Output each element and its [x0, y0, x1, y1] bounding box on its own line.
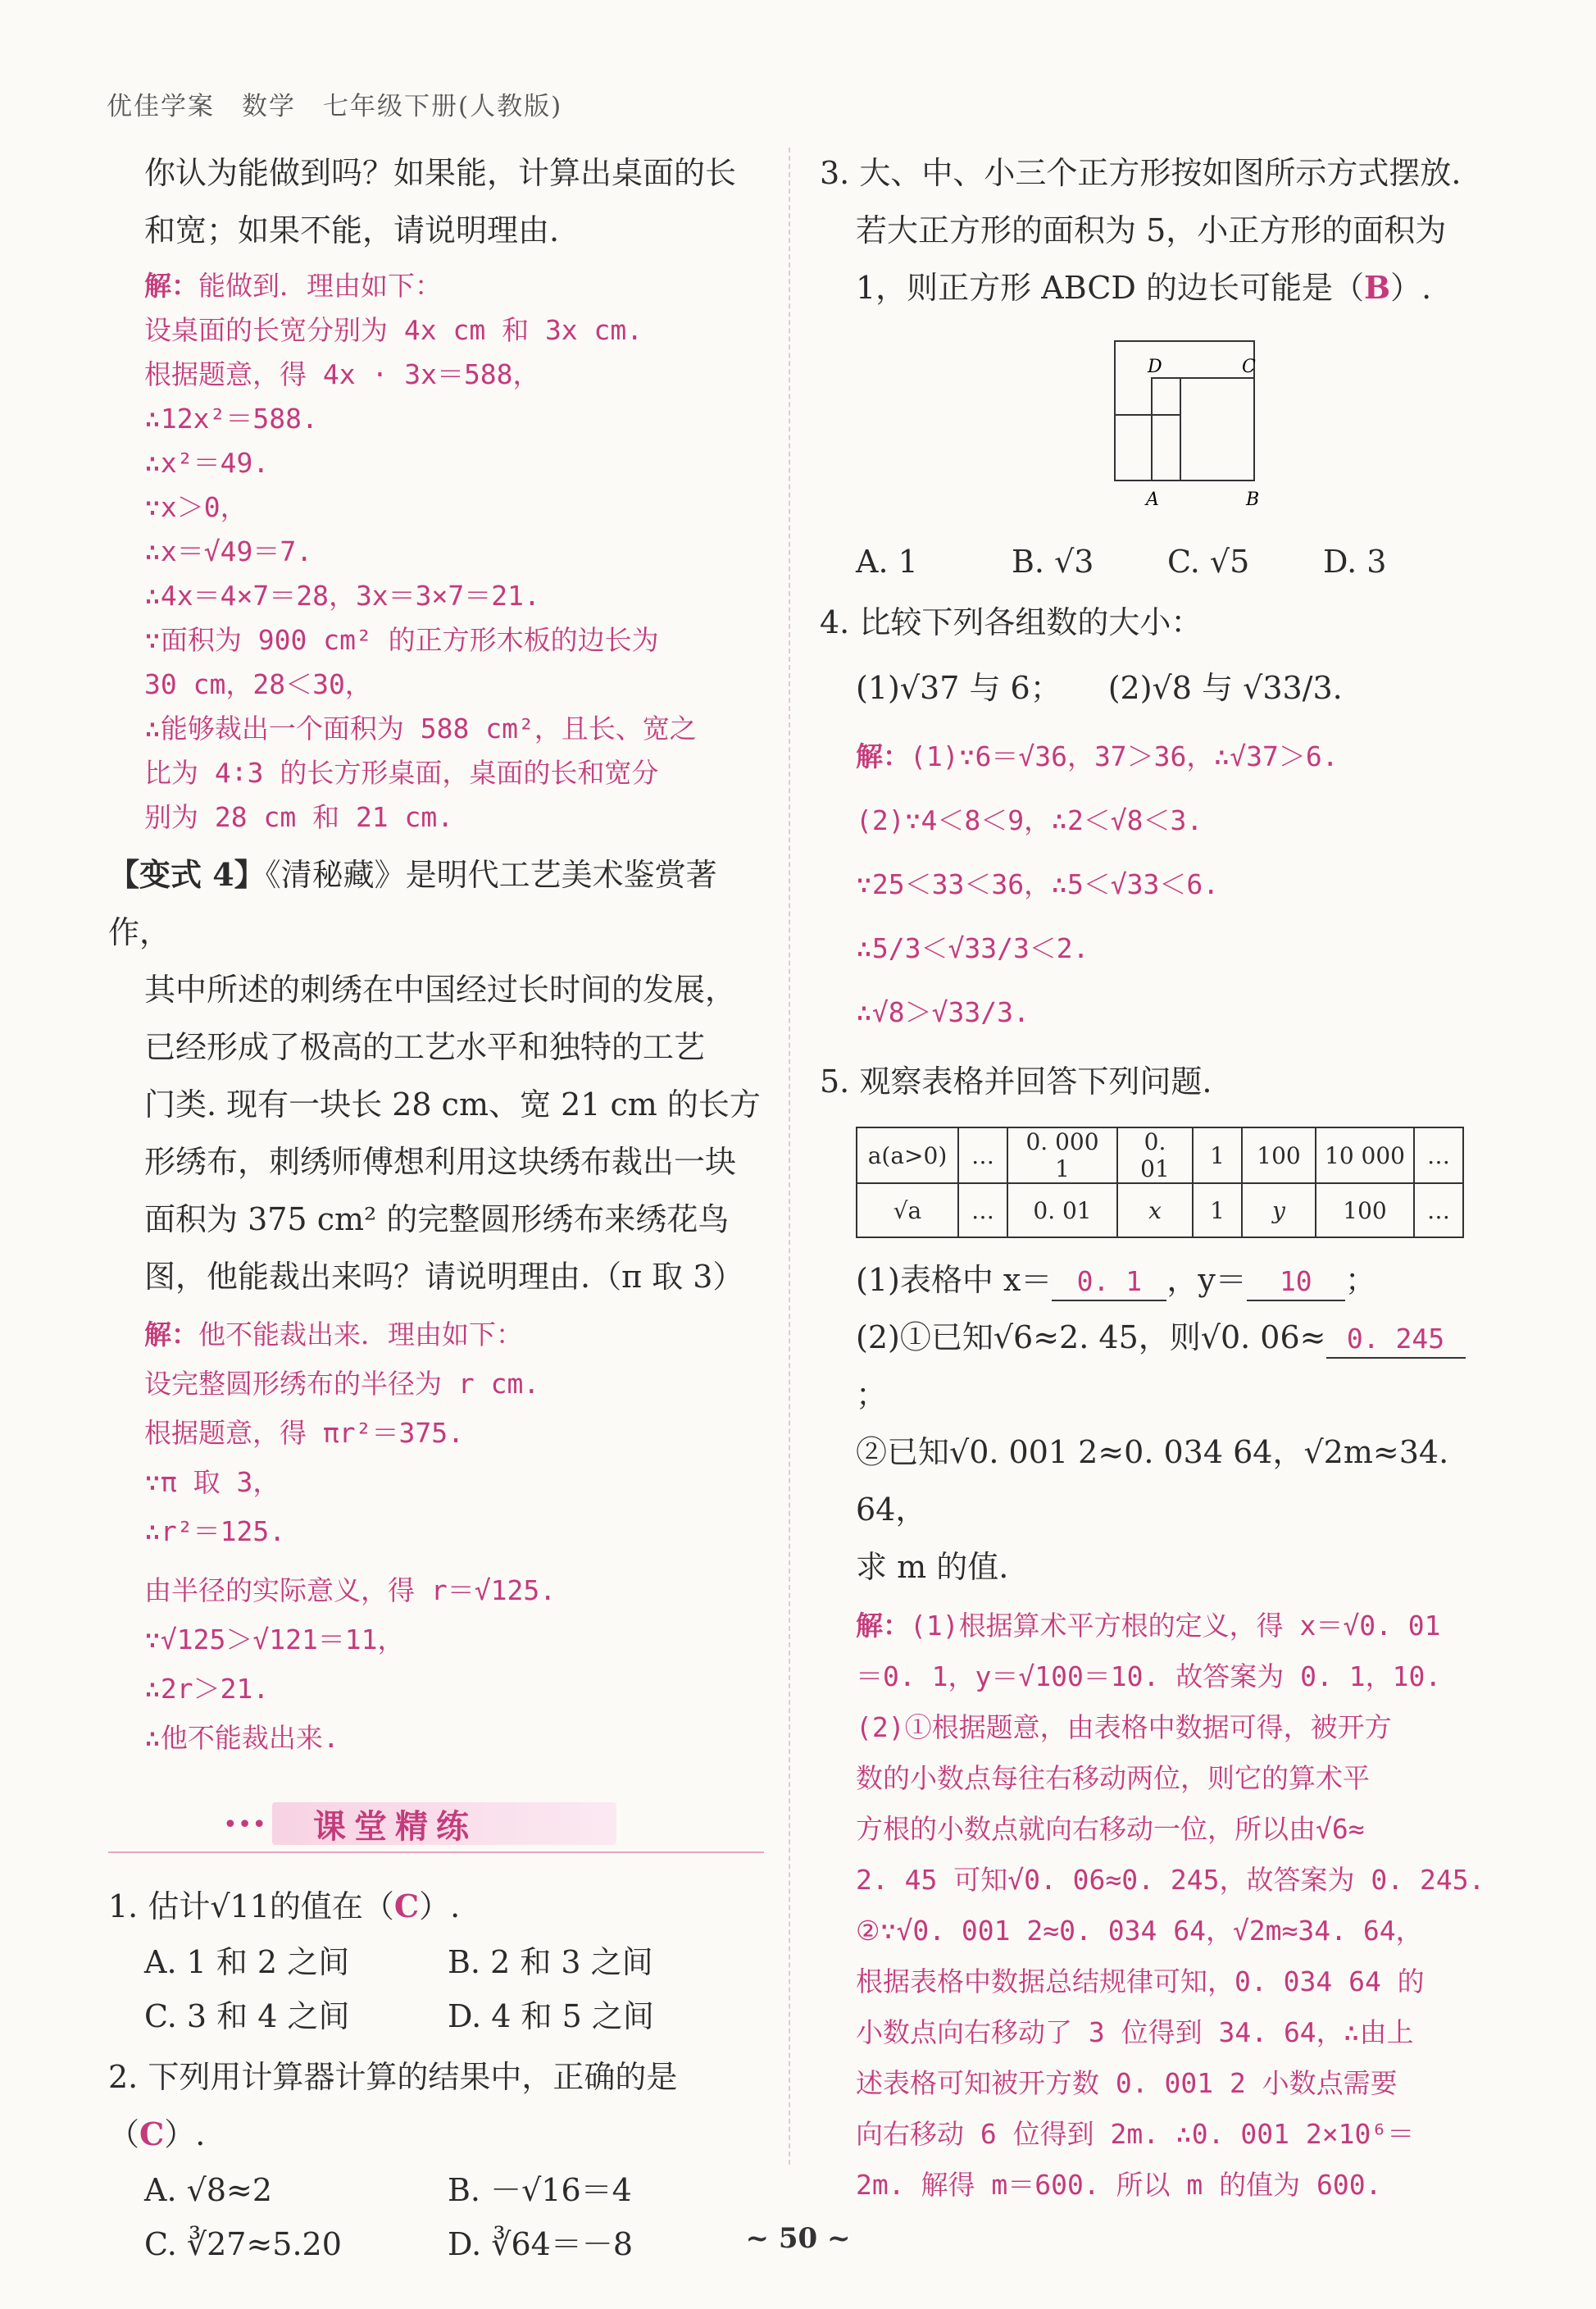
fill-blank-x: 0. 1 — [1052, 1264, 1166, 1301]
answer-block-a — [108, 264, 764, 840]
answer-label: 解： — [144, 1318, 198, 1350]
question-5-part-2: (2)①已知√6≈2. 45，则√0. 06≈ 0. 245； — [820, 1309, 1492, 1423]
table-row — [857, 1127, 1463, 1183]
table-cell: 10 000 — [1316, 1127, 1414, 1183]
variant-4-question — [108, 846, 764, 1305]
variant-line: 其中所述的刺绣在中国经过长时间的发展， — [144, 972, 737, 1008]
option: C. ∛27≈5.20 — [144, 2226, 342, 2262]
table-cell: … — [1414, 1127, 1463, 1183]
answer-block-5 — [820, 1601, 1492, 2211]
table-cell: √a — [857, 1183, 958, 1237]
question-5-part-3: ②已知√0. 001 2≈0. 034 64，√2m≈34. 64， — [856, 1434, 1449, 1528]
answer-mark: C — [139, 2115, 165, 2152]
answer-label: 解： — [856, 740, 910, 772]
answer-mark: C — [393, 1888, 420, 1924]
option: D. 3 — [1323, 544, 1387, 580]
page-number: ~ 50 ~ — [745, 2222, 851, 2255]
table-cell: 100 — [1242, 1127, 1316, 1183]
option: B. －√16＝4 — [448, 2172, 632, 2208]
column-divider — [789, 148, 790, 2165]
table-cell: y — [1242, 1183, 1316, 1237]
answer-line: ∴能够裁出一个面积为 588 cm²，且长、宽之 — [144, 713, 697, 745]
option: A. 1 和 2 之间 — [144, 1944, 350, 1980]
square-root-table — [856, 1127, 1464, 1238]
option: D. ∛64＝－8 — [448, 2226, 634, 2262]
table-cell: 0. 01 — [1117, 1127, 1193, 1183]
table-cell: 0. 01 — [1007, 1183, 1117, 1237]
answer-line: (2)①根据题意，由表格中数据可得，被开方 — [856, 1711, 1392, 1743]
option: B. √3 — [1012, 544, 1094, 580]
small-square — [1115, 415, 1180, 480]
answer-line: ∴√8＞√33/3. — [856, 996, 1030, 1028]
table-cell: … — [958, 1183, 1007, 1237]
right-column — [820, 144, 1492, 2211]
answer-line: 2m. 解得 m＝600. 所以 m 的值为 600. — [856, 2169, 1382, 2201]
option: C. 3 和 4 之间 — [144, 1998, 350, 2034]
table-cell: 100 — [1316, 1183, 1414, 1237]
answer-line: 解：他不能裁出来．理由如下： — [144, 1318, 523, 1350]
question-3-line: 3. 大、中、小三个正方形按如图所示方式摆放. — [820, 155, 1462, 191]
variant-line: 已经形成了极高的工艺水平和独特的工艺 — [144, 1029, 706, 1065]
answer-line: 设完整圆形绣布的半径为 r cm. — [144, 1368, 540, 1400]
three-squares-figure — [1098, 333, 1262, 521]
answer-line: 解：(1)∵6＝√36，37＞36，∴√37＞6. — [856, 740, 1339, 772]
answer-line: ∴x＝√49＝7. — [144, 535, 313, 567]
answer-line: ∵π 取 3， — [144, 1466, 280, 1498]
answer-line: (2)∵4＜8＜9，∴2＜√8＜3. — [856, 804, 1203, 836]
answer-line: ∴r²＝125. — [144, 1515, 286, 1547]
answer-line: 解：能做到．理由如下： — [144, 270, 442, 302]
answer-line: ②∵√0. 001 2≈0. 034 64，√2m≈34. 64， — [856, 1915, 1423, 1947]
table-cell: 0. 000 1 — [1007, 1127, 1117, 1183]
square-abcd — [1152, 378, 1254, 480]
question-5-part-4: 求 m 的值. — [856, 1549, 1009, 1585]
label-b: B — [1246, 490, 1260, 510]
answer-line: 比为 4∶3 的长方形桌面，桌面的长和宽分 — [144, 757, 659, 789]
label-c: C — [1242, 357, 1256, 377]
table-cell: x — [1117, 1183, 1193, 1237]
answer-line: ∵25＜33＜36，∴5＜√33＜6. — [856, 868, 1220, 900]
option: A. 1 — [856, 544, 918, 580]
answer-line: ∵√125＞√121＝11， — [144, 1624, 405, 1655]
table-row — [857, 1183, 1463, 1237]
question-continuation-line: 和宽；如果不能，请说明理由. — [144, 212, 560, 248]
variant-line: 面积为 375 cm² 的完整圆形绣布来绣花鸟 — [144, 1201, 730, 1237]
left-column — [108, 144, 764, 2271]
answer-line: ∴12x²＝588. — [144, 403, 318, 435]
variant-line: 【变式 4】《清秘藏》是明代工艺美术鉴赏著作， — [108, 856, 717, 950]
answer-line: ∵x＞0， — [144, 491, 248, 523]
label-a: A — [1146, 490, 1159, 510]
answer-line: ∵面积为 900 cm² 的正方形木板的边长为 — [144, 624, 659, 656]
question-5-part-1: (1)表格中 x＝ 0. 1 ，y＝ 10 ； — [820, 1251, 1492, 1309]
answer-line: 2. 45 可知√0. 06≈0. 245，故答案为 0. 245. — [856, 1864, 1485, 1896]
table-cell: 1 — [1193, 1127, 1242, 1183]
section-title-banner — [108, 1796, 764, 1853]
answer-line: 设桌面的长宽分别为 4x cm 和 3x cm. — [144, 314, 643, 346]
question-continuation-line: 你认为能做到吗？如果能，计算出桌面的长 — [144, 155, 737, 191]
answer-line: 根据题意，得 4x · 3x＝588， — [144, 358, 540, 390]
table-cell: a(a>0) — [857, 1127, 958, 1183]
answer-block-4 — [820, 725, 1492, 1045]
question-4-parts: (1)√37 与 6； (2)√8 与 √33/3. — [856, 670, 1343, 706]
variant-line: 门类. 现有一块长 28 cm、宽 21 cm 的长方 — [144, 1086, 761, 1123]
table-cell: 1 — [1193, 1183, 1242, 1237]
answer-line: 根据题意，得 πr²＝375. — [144, 1417, 464, 1449]
large-square — [1115, 341, 1254, 480]
label-d: D — [1148, 357, 1162, 377]
question-2-options — [108, 2163, 764, 2271]
answer-line: 数的小数点每往右移动两位，则它的算术平 — [856, 1762, 1370, 1794]
answer-line: ＝0. 1，y＝√100＝10. 故答案为 0. 1，10. — [856, 1660, 1442, 1692]
question-1: 1. 估计√11的值在（C）. — [108, 1888, 461, 1924]
variant-line: 图，他能裁出来吗？请说明理由.（π 取 3） — [144, 1259, 744, 1295]
question-3-line: 1，则正方形 ABCD 的边长可能是（B）. — [856, 269, 1432, 306]
answer-line: 方根的小数点就向右移动一位，所以由√6≈ — [856, 1813, 1365, 1845]
table-cell: … — [1414, 1183, 1463, 1237]
page-header: 优佳学案 数学 七年级下册(人教版) — [107, 92, 563, 121]
answer-line: 小数点向右移动了 3 位得到 34. 64，∴由上 — [856, 2016, 1414, 2048]
answer-line: ∴他不能裁出来. — [144, 1722, 339, 1754]
answer-line: 30 cm，28＜30， — [144, 668, 372, 700]
answer-label: 解： — [144, 270, 198, 302]
decorative-dots-icon: ••• — [223, 1810, 267, 1839]
section-title-text: 课堂精练 — [313, 1807, 477, 1846]
question-2: 2. 下列用计算器计算的结果中，正确的是（C）. — [108, 2059, 678, 2152]
answer-line: 向右移动 6 位得到 2m. ∴0. 001 2×10⁶＝ — [856, 2118, 1415, 2150]
table-cell: … — [958, 1127, 1007, 1183]
answer-line: 根据表格中数据总结规律可知，0. 034 64 的 — [856, 1965, 1425, 1997]
fill-blank-y: 10 — [1247, 1264, 1345, 1301]
variant-line: 形绣布，刺绣师傅想利用这块绣布裁出一块 — [144, 1144, 737, 1180]
question-4: 4. 比较下列各组数的大小： — [820, 604, 1203, 640]
answer-line: ∴5/3＜√33/3＜2. — [856, 932, 1089, 964]
answer-block-b — [108, 1310, 764, 1763]
answer-line: 解：(1)根据算术平方根的定义，得 x＝√0. 01 — [856, 1610, 1441, 1642]
option: B. 2 和 3 之间 — [448, 1944, 653, 1980]
answer-mark: B — [1363, 269, 1391, 306]
option: C. √5 — [1167, 544, 1250, 580]
answer-line: ∴2r＞21. — [144, 1673, 270, 1705]
question-3-line: 若大正方形的面积为 5，小正方形的面积为 — [856, 212, 1447, 248]
question-1-options — [108, 1935, 764, 2043]
question-5: 5. 观察表格并回答下列问题. — [820, 1063, 1212, 1100]
fill-blank-sqrt006: 0. 245 — [1326, 1321, 1466, 1359]
question-3-options — [820, 535, 1492, 589]
option: A. √8≈2 — [144, 2172, 273, 2208]
answer-line: 述表格可知被开方数 0. 001 2 小数点需要 — [856, 2067, 1398, 2099]
option: D. 4 和 5 之间 — [448, 1998, 654, 2034]
answer-label: 解： — [856, 1610, 910, 1642]
answer-line: ∴4x＝4×7＝28，3x＝3×7＝21. — [144, 580, 540, 612]
answer-line: 由半径的实际意义，得 r＝√125. — [144, 1574, 557, 1606]
answer-line: 别为 28 cm 和 21 cm. — [144, 801, 454, 833]
variant-tag: 【变式 4】 — [108, 856, 266, 893]
answer-line: ∴x²＝49. — [144, 447, 270, 479]
